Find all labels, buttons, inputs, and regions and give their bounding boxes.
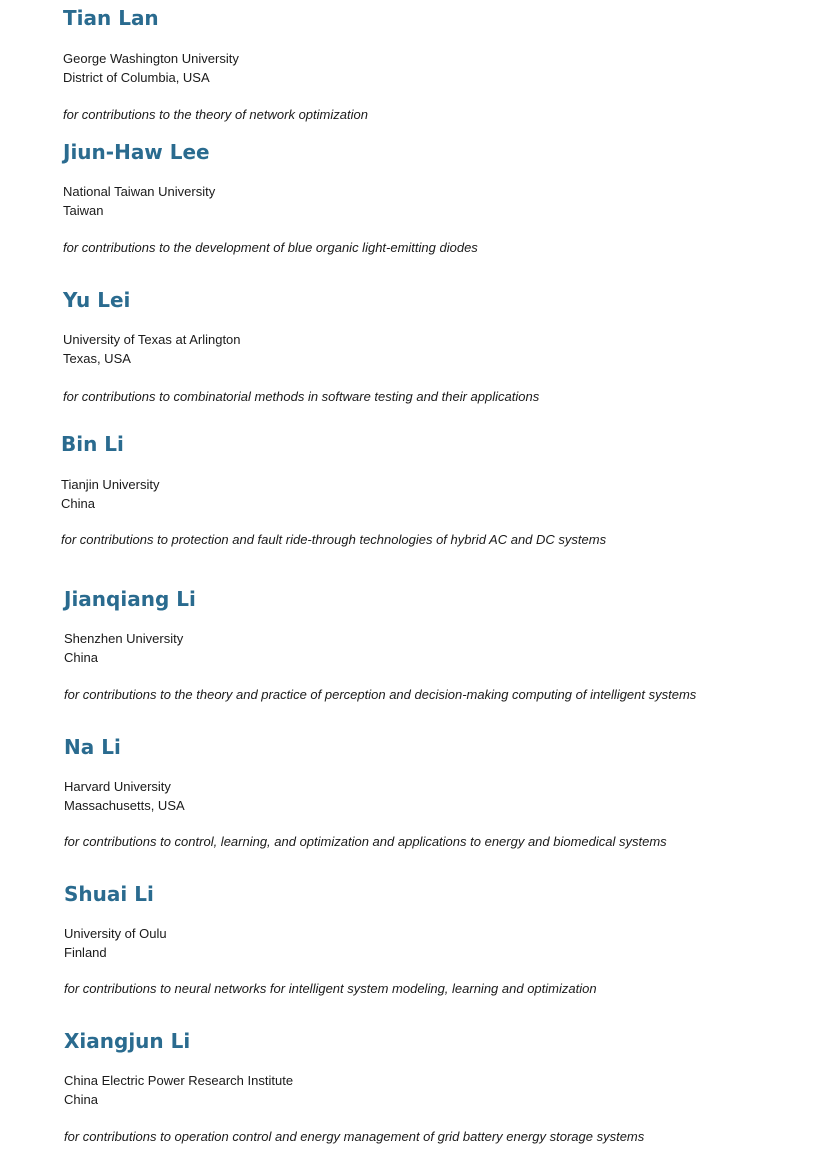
fellow-name: Na Li xyxy=(64,735,121,759)
fellow-name: Jianqiang Li xyxy=(64,587,196,611)
fellow-name: Bin Li xyxy=(61,432,124,456)
fellow-name: Shuai Li xyxy=(64,882,154,906)
fellow-citation: for contributions to control, learning, and optimization and applications to energy and biomedical systems xyxy=(64,834,667,849)
fellow-affiliation xyxy=(64,777,185,815)
fellow-name: Tian Lan xyxy=(63,6,159,30)
fellow-citation: for contributions to operation control and energy management of grid battery energy storage systems xyxy=(64,1129,645,1144)
fellow-citation: for contributions to combinatorial methods in software testing and their applications xyxy=(63,389,540,404)
fellow-citation: for contributions to the theory and practice of perception and decision-making computing of intelligent systems xyxy=(64,687,697,702)
fellow-citation: for contributions to neural networks for intelligent system modeling, learning and optimization xyxy=(64,981,597,996)
fellow-institution: George Washington University xyxy=(63,51,239,66)
fellow-location: Finland xyxy=(64,945,107,960)
fellow-affiliation xyxy=(63,49,239,87)
fellow-location: Massachusetts, USA xyxy=(64,798,185,813)
fellow-institution: Shenzhen University xyxy=(64,631,184,646)
fellow-location: Taiwan xyxy=(63,203,104,218)
fellow-institution: University of Texas at Arlington xyxy=(63,332,241,347)
fellow-name: Yu Lei xyxy=(63,288,131,312)
fellow-location: District of Columbia, USA xyxy=(63,70,210,85)
fellow-citation: for contributions to the development of blue organic light-emitting diodes xyxy=(63,240,478,255)
fellow-institution: Harvard University xyxy=(64,779,171,794)
fellow-location: China xyxy=(64,650,98,665)
fellow-institution: China Electric Power Research Institute xyxy=(64,1073,294,1088)
fellow-affiliation xyxy=(61,475,160,513)
fellow-institution: University of Oulu xyxy=(64,926,167,941)
fellow-affiliation xyxy=(63,330,241,368)
fellow-institution: National Taiwan University xyxy=(63,184,216,199)
fellow-citation: for contributions to the theory of network optimization xyxy=(63,107,368,122)
fellow-affiliation xyxy=(64,1071,293,1109)
fellow-citation: for contributions to protection and fault ride-through technologies of hybrid AC and DC systems xyxy=(61,532,607,547)
fellow-location: China xyxy=(61,496,95,511)
fellow-name: Jiun-Haw Lee xyxy=(63,140,210,164)
fellow-institution: Tianjin University xyxy=(61,477,160,492)
fellow-affiliation xyxy=(64,924,167,962)
fellow-affiliation xyxy=(64,629,183,667)
fellow-location: China xyxy=(64,1092,98,1107)
fellow-name: Xiangjun Li xyxy=(64,1029,191,1053)
fellow-location: Texas, USA xyxy=(63,351,131,366)
fellow-affiliation xyxy=(63,182,215,220)
